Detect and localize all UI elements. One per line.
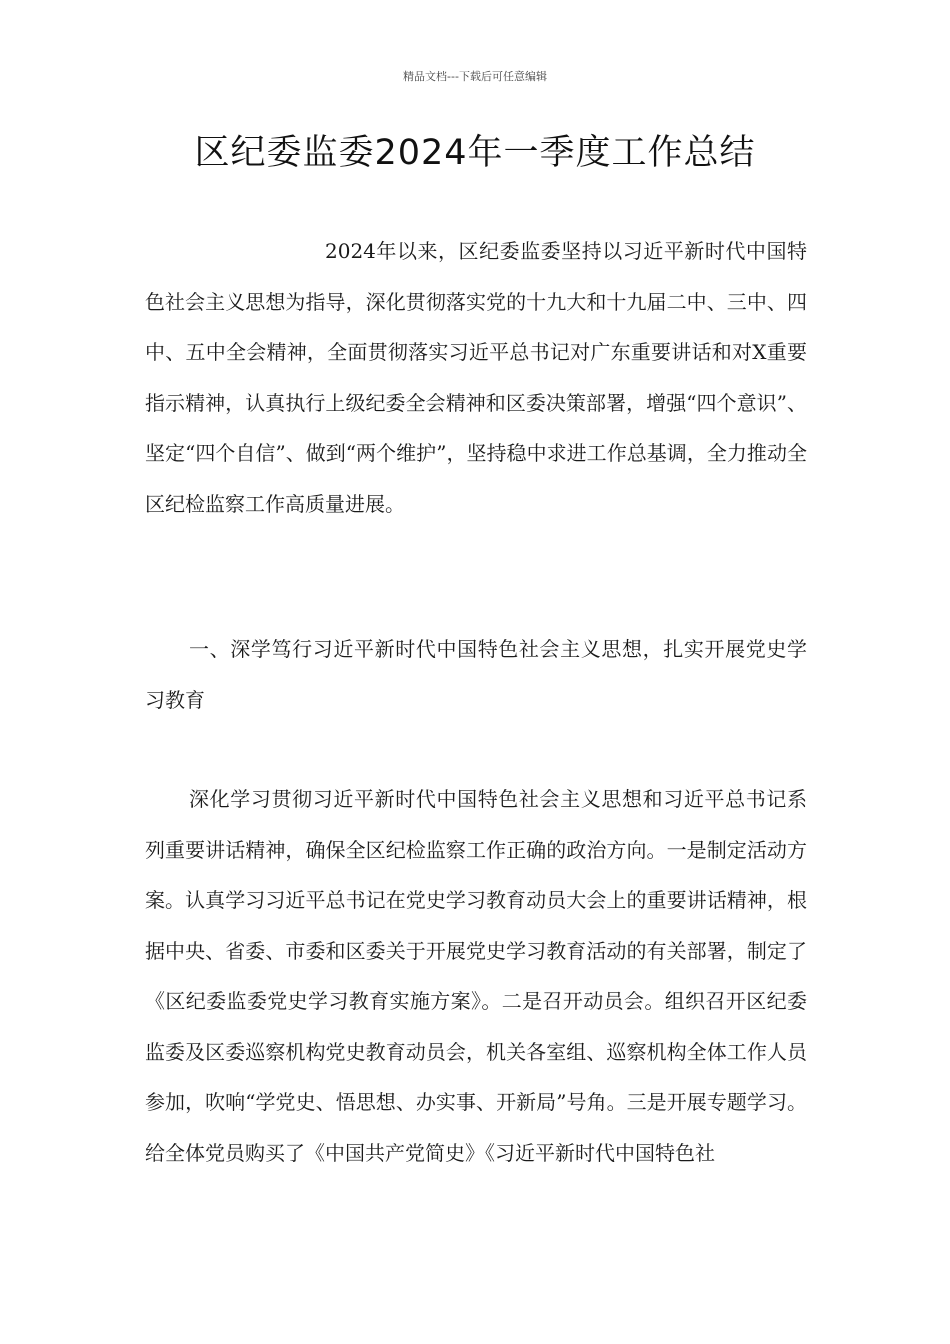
document-title: 区纪委监委2024年一季度工作总结 [194,133,756,173]
paragraph-section-1: 深化学习贯彻习近平新时代中国特色社会主义思想和习近平总书记系列重要讲话精神，确保全区纪检监察工作正确的政治方向。一是制定活动方案。认真学习习近平总书记在党史学习教育动员大会上的重要讲话精神，根据中央、省委、市委和区委关于开展党史学习教育活动的有关部署，制定了《区纪委监委党史学习教育实施方案》。二是召开动员会。组织召开区纪委监委及区委巡察机构党史教育动员会，机关各室组、巡察机构全体工作人员参加，吹响“学党史、悟思想、办实事、开新局”号角。三是开展专题学习。给全体党员购买了《中国共产党简史》《习近平新时代中国特色社 [145,787,807,1165]
section-heading-1: 一、深学笃行习近平新时代中国特色社会主义思想，扎实开展党史学习教育 [145,637,807,712]
header-note: 精品文档---下载后可任意编辑 [403,70,547,83]
paragraph-intro: 2024年以来，区纪委监委坚持以习近平新时代中国特色社会主义思想为指导，深化贯彻落实党的十九大和十九届二中、三中、四中、五中全会精神，全面贯彻落实习近平总书记对广东重要讲话和对X重要指示精神，认真执行上级纪委全会精神和区委决策部署，增强“四个意识”、坚定“四个自信”、做到“两个维护”，坚持稳中求进工作总基调，全力推动全区纪检监察工作高质量进展。 [145,239,807,516]
